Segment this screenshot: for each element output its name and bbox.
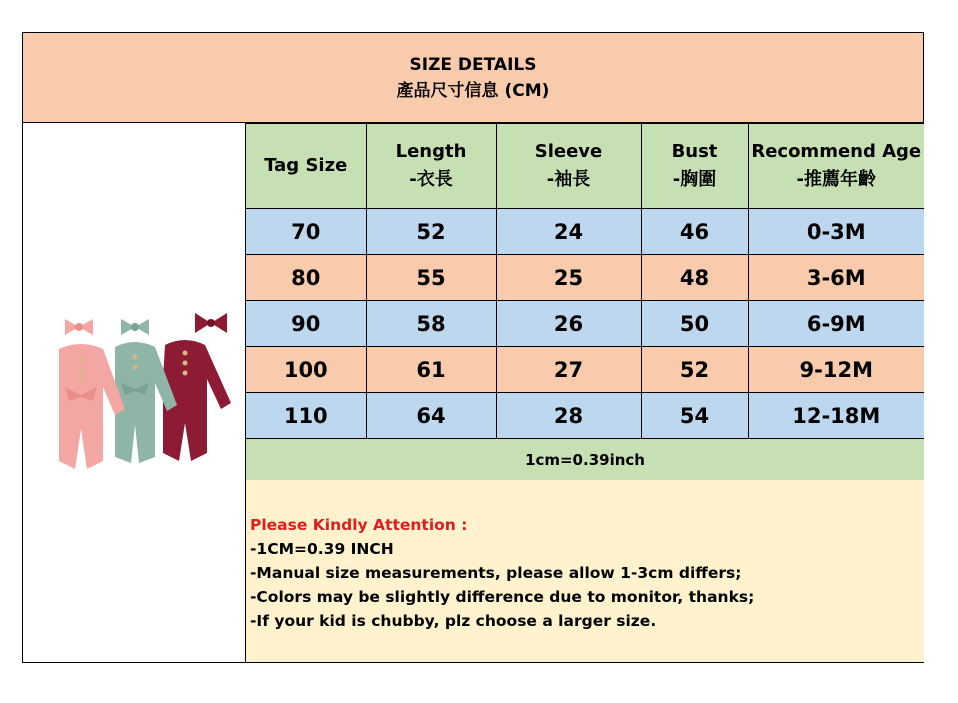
cell-sleeve: 28 (496, 393, 641, 439)
cell-tag-size: 100 (246, 347, 366, 393)
table-row (246, 393, 924, 439)
table-row (246, 209, 924, 255)
headband-green-icon (121, 319, 149, 335)
table-row (246, 255, 924, 301)
cell-tag-size: 70 (246, 209, 366, 255)
attention-heading: Please Kindly Attention : (250, 516, 468, 534)
table-row (246, 347, 924, 393)
note-line: -1CM=0.39 INCH (250, 540, 394, 558)
cell-length: 58 (366, 301, 496, 347)
cell-bust: 50 (641, 301, 748, 347)
title-english: SIZE DETAILS (409, 54, 537, 75)
conversion-note: 1cm=0.39inch (246, 439, 924, 481)
cell-tag-size: 90 (246, 301, 366, 347)
cell-sleeve: 26 (496, 301, 641, 347)
size-chart-header (23, 33, 923, 123)
conversion-row (246, 439, 924, 481)
cell-age: 0-3M (748, 209, 924, 255)
product-photo (23, 123, 246, 662)
cell-age: 9-12M (748, 347, 924, 393)
cell-tag-size: 110 (246, 393, 366, 439)
note-line: -Colors may be slightly difference due to monitor, thanks; (250, 588, 755, 606)
title-chinese: 產品尺寸信息 (CM) (396, 80, 550, 101)
cell-sleeve: 27 (496, 347, 641, 393)
size-table (246, 123, 924, 481)
cell-length: 55 (366, 255, 496, 301)
cell-length: 61 (366, 347, 496, 393)
column-header-tag-size: Tag Size (246, 124, 366, 209)
cell-length: 64 (366, 393, 496, 439)
cell-age: 3-6M (748, 255, 924, 301)
headband-burgundy-icon (195, 313, 227, 333)
attention-notes (246, 480, 924, 662)
cell-bust: 46 (641, 209, 748, 255)
column-header-recommend-age: Recommend Age -推薦年齡 (748, 124, 924, 209)
cell-tag-size: 80 (246, 255, 366, 301)
column-header-bust: Bust -胸圍 (641, 124, 748, 209)
cell-sleeve: 24 (496, 209, 641, 255)
cell-length: 52 (366, 209, 496, 255)
cell-age: 6-9M (748, 301, 924, 347)
cell-bust: 48 (641, 255, 748, 301)
note-line: -If your kid is chubby, plz choose a larger size. (250, 612, 657, 630)
size-chart-sheet (22, 32, 924, 663)
column-header-sleeve: Sleeve -袖長 (496, 124, 641, 209)
cell-bust: 54 (641, 393, 748, 439)
column-header-length: Length -衣長 (366, 124, 496, 209)
table-row (246, 301, 924, 347)
cell-sleeve: 25 (496, 255, 641, 301)
table-header-row (246, 124, 924, 209)
note-line: -Manual size measurements, please allow 1-3cm differs; (250, 564, 742, 582)
cell-age: 12-18M (748, 393, 924, 439)
baby-romper-icon (35, 313, 235, 483)
cell-bust: 52 (641, 347, 748, 393)
headband-pink-icon (65, 319, 93, 335)
